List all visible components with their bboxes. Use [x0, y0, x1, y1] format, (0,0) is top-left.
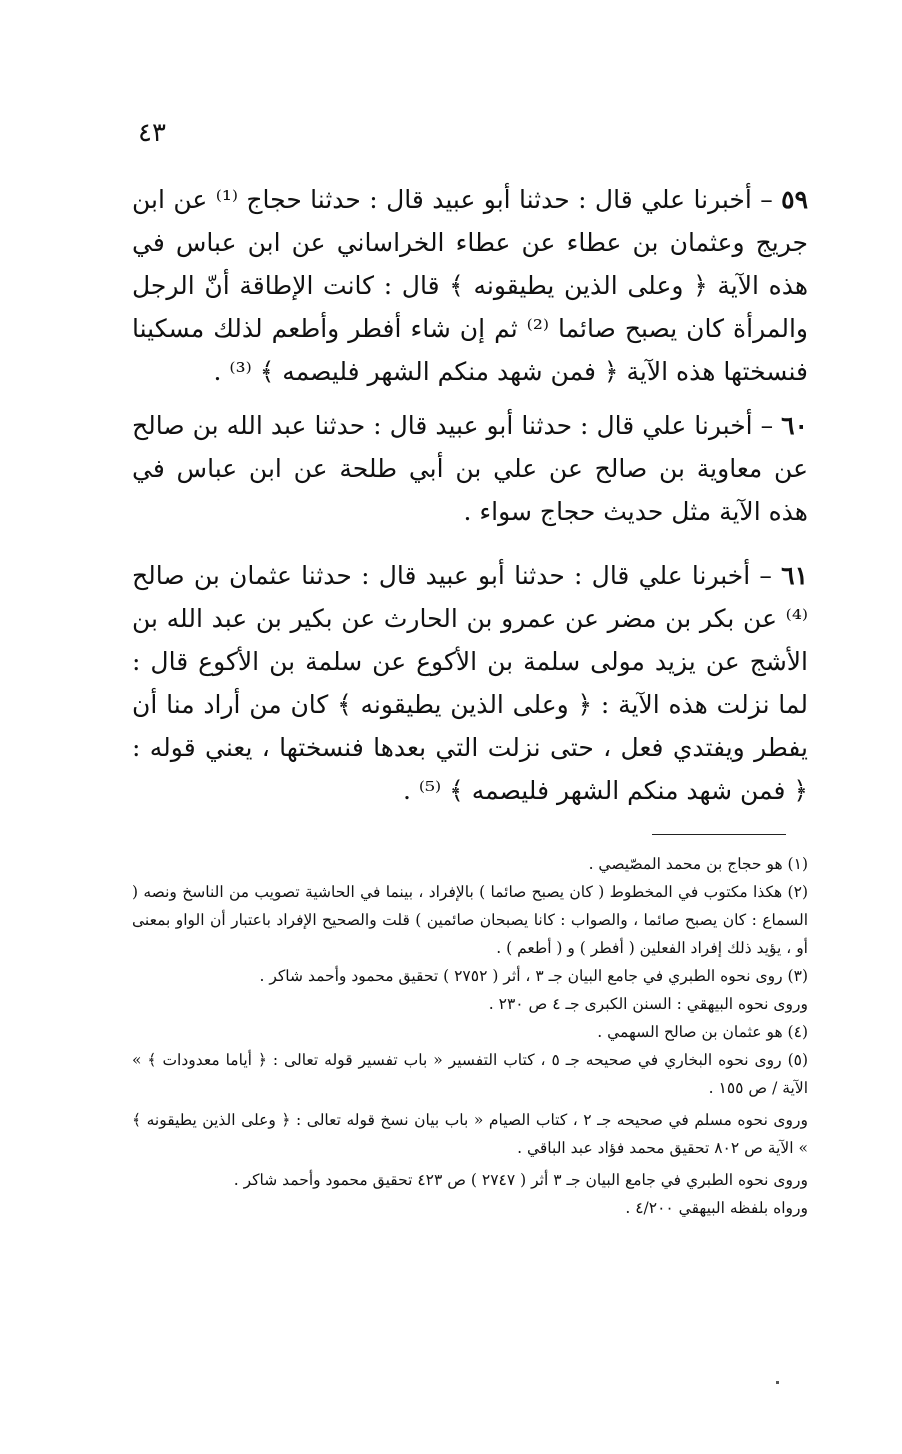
footnote-5-continued-a: وروى نحوه مسلم في صحيحه جـ ٢ ، كتاب الصيام « باب بيان نسخ قوله تعالى : ﴿ وعلى الذين يطيقونه ﴾ » الآية ص ٨٠٢ تحقيق محمد فؤاد عبد الباقي . — [132, 1111, 808, 1157]
footnote-3: (٣) روى نحوه الطبري في جامع البيان جـ ٣ ، أثر ( ٢٧٥٢ ) تحقيق محمود وأحمد شاكر . — [259, 967, 808, 985]
footnote-2: (٢) هكذا مكتوب في المخطوط ( كان يصبح صائما ) بالإفراد ، بينما في الحاشية تصويب من الناسخ ونصه ( السماع : كان يصبح صائما ، والصواب : كانا يصبحان صائمين ) قلت والصحيح الإفراد باعتبار أن الواو بمعنى أو ، يؤيد ذلك إفراد الفعلين ( أفطر ) و ( أطعم ) . — [132, 883, 808, 957]
footnote-separator — [652, 834, 786, 835]
entry-text: – أخبرنا علي قال : حدثنا أبو عبيد قال : حدثنا حجاج ⁽¹⁾ عن ابن جريج وعثمان بن عطاء عن عطاء الخراساني عن ابن عباس في هذه الآية ﴿ وعلى الذين يطيقونه ﴾ قال : كانت الإطاقة أنّ الرجل والمرأة كان يصبح صائما ⁽²⁾ ثم إن شاء أفطر وأطعم لذلك مسكينا فنسختها هذه الآية ﴿ فمن شهد منكم الشهر فليصمه ﴾ ⁽³⁾ . — [132, 185, 808, 386]
footnote-5-continued-b: وروى نحوه الطبري في جامع البيان جـ ٣ أثر ( ٢٧٤٧ ) ص ٤٢٣ تحقيق محمود وأحمد شاكر . — [233, 1171, 808, 1189]
hadith-entry-60 — [132, 404, 808, 533]
footnote-5: (٥) روى نحوه البخاري في صحيحه جـ ٥ ، كتاب التفسير « باب تفسير قوله تعالى : ﴿ أياما معدودات ﴾ » الآية / ص ١٥٥ . — [132, 1051, 809, 1097]
scan-speck — [776, 1381, 779, 1384]
footnote-3-continued: وروى نحوه البيهقي : السنن الكبرى جـ ٤ ص ٢٣٠ . — [488, 995, 808, 1013]
footnote-1: (١) هو حجاج بن محمد المصّيصي . — [588, 855, 808, 873]
entry-number: ٦١ — [781, 561, 808, 590]
hadith-entry-59 — [132, 178, 808, 393]
entry-text: – أخبرنا علي قال : حدثنا أبو عبيد قال : حدثنا عثمان بن صالح ⁽⁴⁾ عن بكر بن مضر عن عمرو بن الحارث عن بكير بن عبد الله بن الأشج عن يزيد مولى سلمة بن الأكوع عن سلمة بن الأكوع قال : لما نزلت هذه الآية : ﴿ وعلى الذين يطيقونه ﴾ كان من أراد منا أن يفطر ويفتدي فعل ، حتى نزلت التي بعدها فنسختها ، يعني قوله : ﴿ فمن شهد منكم الشهر فليصمه ﴾ ⁽⁵⁾ . — [132, 561, 808, 805]
footnote-4: (٤) هو عثمان بن صالح السهمي . — [597, 1023, 808, 1041]
entry-text: – أخبرنا علي قال : حدثنا أبو عبيد قال : حدثنا عبد الله بن صالح عن معاوية بن صالح عن علي بن أبي طلحة عن ابن عباس في هذه الآية مثل حديث حجاج سواء . — [132, 411, 808, 526]
entry-number: ٥٩ — [781, 185, 808, 214]
footnote-5-continued-c: ورواه بلفظه البيهقي ٤/٢٠٠ . — [625, 1199, 808, 1217]
page-number: ٤٣ — [138, 118, 166, 148]
footnotes — [132, 850, 808, 1222]
hadith-entry-61 — [132, 554, 808, 812]
entry-number: ٦٠ — [781, 411, 808, 440]
